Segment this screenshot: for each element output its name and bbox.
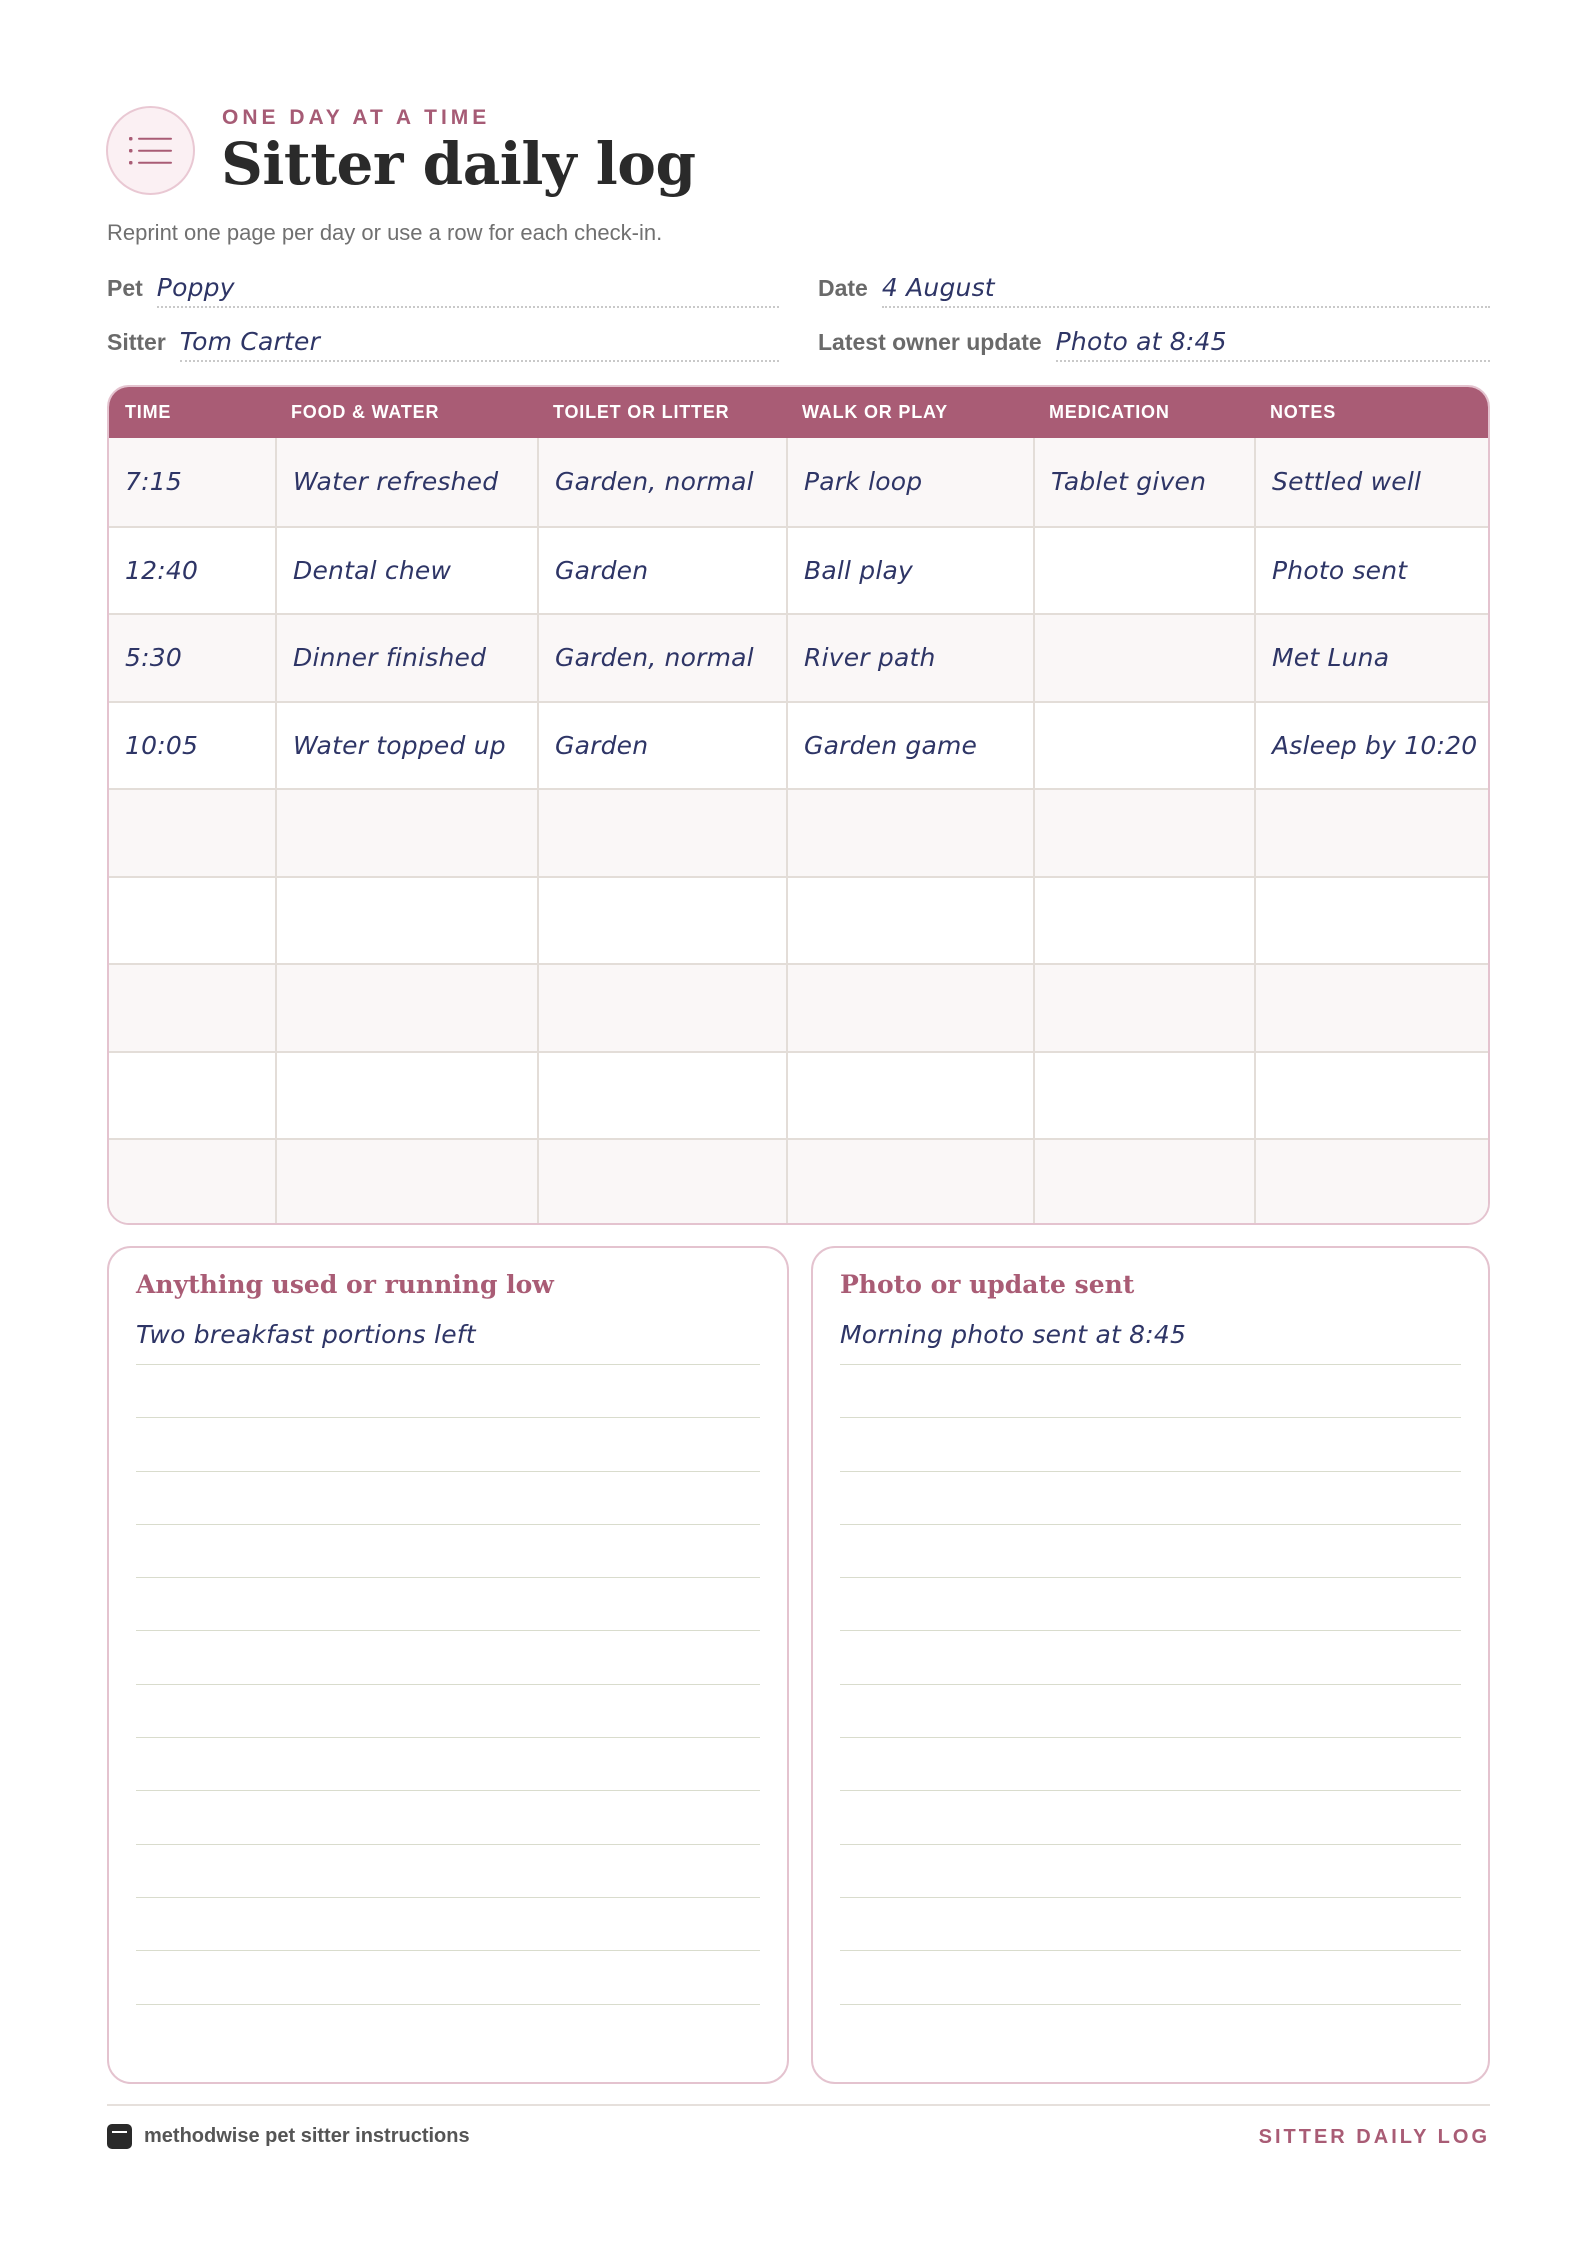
table-row (109, 438, 1488, 526)
writing-lines[interactable] (840, 1364, 1461, 2057)
cell-walk-play[interactable] (786, 1140, 1033, 1225)
footer-brand-text: methodwise pet sitter instructions (144, 2125, 470, 2147)
daily-log-table (107, 385, 1490, 1225)
cell-time[interactable]: 12:40 (125, 555, 199, 585)
sitter-value[interactable]: Tom Carter (180, 322, 779, 362)
cell-toilet-litter[interactable]: Garden (537, 528, 786, 614)
cell-food-water[interactable] (275, 965, 537, 1051)
cell-notes[interactable]: Met Luna (1254, 615, 1488, 701)
pet-value[interactable]: Poppy (157, 268, 779, 308)
cell-time[interactable]: 7:15 (125, 467, 182, 497)
cell-medication[interactable] (1033, 615, 1254, 701)
cell-walk-play[interactable]: River path (786, 615, 1033, 701)
cell-time[interactable] (109, 1140, 275, 1225)
column-header-walk-play: WALK OR PLAY (802, 402, 948, 422)
cell-toilet-litter[interactable]: Garden, normal (537, 615, 786, 701)
cell-food-water[interactable]: Water refreshed (275, 438, 537, 526)
cell-food-water[interactable] (275, 1140, 537, 1225)
cell-medication[interactable]: Tablet given (1033, 438, 1254, 526)
column-header-notes: NOTES (1270, 402, 1337, 422)
cell-time[interactable] (109, 790, 275, 876)
cell-notes[interactable]: Asleep by 10:20 (1254, 703, 1488, 789)
table-body (109, 438, 1488, 1225)
footer-label: SITTER DAILY LOG (1258, 2126, 1490, 2148)
pet-field (107, 268, 779, 308)
cell-notes[interactable] (1254, 878, 1488, 964)
cell-notes[interactable] (1254, 965, 1488, 1051)
date-value[interactable]: 4 August (882, 268, 1490, 308)
date-label: Date (818, 275, 868, 301)
cell-toilet-litter[interactable] (537, 878, 786, 964)
page-subtitle: Reprint one page per day or use a row for each check-in. (107, 220, 663, 245)
running-low-box (107, 1246, 789, 2084)
footer-divider (107, 2104, 1490, 2106)
cell-toilet-litter[interactable] (537, 1053, 786, 1139)
cell-time[interactable] (109, 965, 275, 1051)
cell-notes[interactable] (1254, 1140, 1488, 1225)
cell-food-water[interactable] (275, 1053, 537, 1139)
cell-time[interactable]: 10:05 (125, 730, 199, 760)
cell-walk-play[interactable]: Ball play (786, 528, 1033, 614)
cell-toilet-litter[interactable] (537, 790, 786, 876)
cell-notes[interactable]: Photo sent (1254, 528, 1488, 614)
brand-icon (107, 2124, 132, 2149)
cell-medication[interactable] (1033, 703, 1254, 789)
table-row (109, 701, 1488, 789)
table-header (109, 387, 1488, 438)
cell-notes[interactable]: Settled well (1254, 438, 1488, 526)
footer-brand (107, 2124, 470, 2149)
owner-update-field (818, 322, 1490, 362)
column-header-toilet-litter: TOILET OR LITTER (553, 402, 730, 422)
cell-food-water[interactable] (275, 878, 537, 964)
owner-update-value[interactable]: Photo at 8:45 (1056, 322, 1490, 362)
page-title: Sitter daily log (221, 130, 696, 198)
column-header-food-water: FOOD & WATER (291, 402, 440, 422)
cell-food-water[interactable]: Water topped up (275, 703, 537, 789)
cell-walk-play[interactable] (786, 790, 1033, 876)
cell-time[interactable] (109, 1053, 275, 1139)
cell-notes[interactable] (1254, 1053, 1488, 1139)
table-row (109, 876, 1488, 964)
cell-walk-play[interactable]: Garden game (786, 703, 1033, 789)
cell-walk-play[interactable]: Park loop (786, 438, 1033, 526)
cell-medication[interactable] (1033, 1140, 1254, 1225)
cell-medication[interactable] (1033, 790, 1254, 876)
table-row (109, 526, 1488, 614)
cell-toilet-litter[interactable] (537, 965, 786, 1051)
cell-notes[interactable] (1254, 790, 1488, 876)
cell-food-water[interactable]: Dinner finished (275, 615, 537, 701)
page-eyebrow: ONE DAY AT A TIME (222, 106, 491, 129)
cell-walk-play[interactable] (786, 1053, 1033, 1139)
cell-toilet-litter[interactable] (537, 1140, 786, 1225)
running-low-title: Anything used or running low (136, 1270, 554, 1299)
table-row (109, 613, 1488, 701)
update-sent-title: Photo or update sent (840, 1270, 1135, 1299)
table-row (109, 963, 1488, 1051)
date-field (818, 268, 1490, 308)
owner-update-label: Latest owner update (818, 329, 1042, 355)
cell-toilet-litter[interactable]: Garden, normal (537, 438, 786, 526)
sitter-label: Sitter (107, 329, 166, 355)
cell-medication[interactable] (1033, 1053, 1254, 1139)
writing-lines[interactable] (136, 1364, 760, 2057)
sitter-field (107, 322, 779, 362)
cell-time[interactable] (109, 878, 275, 964)
update-sent-entry[interactable]: Morning photo sent at 8:45 (840, 1320, 1187, 1349)
column-header-medication: MEDICATION (1049, 402, 1170, 422)
cell-toilet-litter[interactable]: Garden (537, 703, 786, 789)
logo-badge (106, 106, 195, 195)
table-row (109, 1138, 1488, 1225)
cell-time[interactable]: 5:30 (125, 643, 182, 673)
pet-label: Pet (107, 275, 143, 301)
cell-medication[interactable] (1033, 965, 1254, 1051)
update-sent-box (811, 1246, 1490, 2084)
cell-walk-play[interactable] (786, 878, 1033, 964)
cell-medication[interactable] (1033, 528, 1254, 614)
column-header-time: TIME (125, 402, 172, 422)
cell-food-water[interactable]: Dental chew (275, 528, 537, 614)
table-row (109, 1051, 1488, 1139)
cell-medication[interactable] (1033, 878, 1254, 964)
running-low-entry[interactable]: Two breakfast portions left (136, 1320, 476, 1349)
cell-food-water[interactable] (275, 790, 537, 876)
list-icon (129, 134, 173, 168)
cell-walk-play[interactable] (786, 965, 1033, 1051)
table-row (109, 788, 1488, 876)
